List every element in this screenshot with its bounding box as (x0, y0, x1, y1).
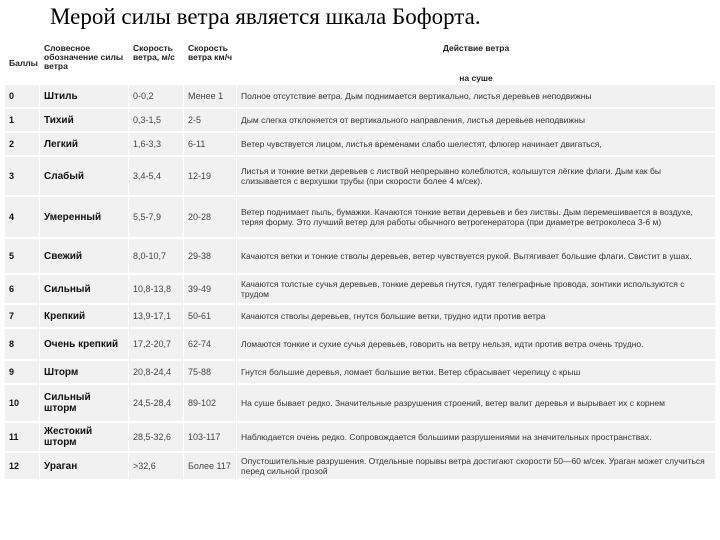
wind-name-cell: Крепкий (40, 305, 128, 327)
speed-kmh-cell: 75-88 (184, 361, 236, 383)
speed-kmh-cell: 20-28 (184, 197, 236, 237)
description-cell: Полное отсутствие ветра. Дым поднимается вертикально, листья деревьев неподвижны (237, 85, 715, 107)
speed-ms-cell: 0-0,2 (129, 85, 183, 107)
wind-name-cell: Сильный шторм (40, 385, 128, 421)
speed-kmh-cell: 89-102 (184, 385, 236, 421)
wind-name-cell: Ураган (40, 453, 128, 479)
speed-ms-cell: 20,8-24,4 (129, 361, 183, 383)
score-cell: 3 (5, 157, 39, 195)
speed-ms-cell: 3,4-5,4 (129, 157, 183, 195)
beaufort-scale-table (4, 38, 716, 481)
wind-name-cell: Свежий (40, 239, 128, 273)
header-score: Баллы (5, 40, 39, 83)
header-speed-ms: Скорость ветра, м/с (129, 40, 183, 83)
header-action: Действие ветра (237, 40, 715, 68)
header-name: Словесное обозначение силы ветра (40, 40, 128, 83)
table-row (5, 361, 715, 383)
speed-ms-cell: 8,0-10,7 (129, 239, 183, 273)
score-cell: 8 (5, 329, 39, 359)
slide-title: Мерой силы ветра является шкала Бофорта. (50, 4, 481, 29)
score-cell: 2 (5, 133, 39, 155)
description-cell: Наблюдается очень редко. Сопровождается большими разрушениями на значительных пространствах. (237, 423, 715, 451)
description-cell: Дым слегка отклоняется от вертикального направления, листья деревьев неподвижны (237, 109, 715, 131)
wind-name-cell: Легкий (40, 133, 128, 155)
description-cell: Ломаются тонкие и сухие сучья деревьев, говорить на ветру нельзя, идти против ветра очень трудно. (237, 329, 715, 359)
score-cell: 12 (5, 453, 39, 479)
speed-kmh-cell: 62-74 (184, 329, 236, 359)
score-cell: 11 (5, 423, 39, 451)
table-row (5, 423, 715, 451)
description-cell: Качаются стволы деревьев, гнутся большие ветки, трудно идти против ветра (237, 305, 715, 327)
speed-kmh-cell: 2-5 (184, 109, 236, 131)
table-row (5, 239, 715, 273)
beaufort-scale-table-frame (4, 38, 716, 536)
score-cell: 10 (5, 385, 39, 421)
wind-name-cell: Слабый (40, 157, 128, 195)
table-row (5, 133, 715, 155)
wind-name-cell: Очень крепкий (40, 329, 128, 359)
speed-kmh-cell: 29-38 (184, 239, 236, 273)
description-cell: Опустошительные разрушения. Отдельные порывы ветра достигают скорости 50—60 м/сек. Ураган может случиться перед сильной грозой (237, 453, 715, 479)
speed-ms-cell: 17,2-20,7 (129, 329, 183, 359)
table-row (5, 85, 715, 107)
table-row (5, 305, 715, 327)
description-cell: Ветер чувствуется лицом, листья временами слабо шелестят, флюгер начинает двигаться, (237, 133, 715, 155)
speed-ms-cell: 24,5-28,4 (129, 385, 183, 421)
table-row (5, 109, 715, 131)
speed-ms-cell: 0,3-1,5 (129, 109, 183, 131)
wind-name-cell: Умеренный (40, 197, 128, 237)
speed-ms-cell: >32,6 (129, 453, 183, 479)
table-row (5, 157, 715, 195)
wind-name-cell: Тихий (40, 109, 128, 131)
table-row (5, 385, 715, 421)
speed-ms-cell: 28,5-32,6 (129, 423, 183, 451)
speed-ms-cell: 13,9-17,1 (129, 305, 183, 327)
score-cell: 4 (5, 197, 39, 237)
speed-kmh-cell: Менее 1 (184, 85, 236, 107)
speed-ms-cell: 5,5-7,9 (129, 197, 183, 237)
wind-name-cell: Сильный (40, 275, 128, 303)
header-speed-kmh: Скорость ветра км/ч (184, 40, 236, 83)
description-cell: Гнутся большие деревья, ломает большие ветки. Ветер сбрасывает черепицу с крыш (237, 361, 715, 383)
speed-ms-cell: 10,8-13,8 (129, 275, 183, 303)
score-cell: 6 (5, 275, 39, 303)
header-action-sub: на суше (237, 70, 715, 83)
speed-kmh-cell: 12-19 (184, 157, 236, 195)
wind-name-cell: Штиль (40, 85, 128, 107)
score-cell: 7 (5, 305, 39, 327)
table-row (5, 197, 715, 237)
score-cell: 5 (5, 239, 39, 273)
speed-kmh-cell: Более 117 (184, 453, 236, 479)
description-cell: Качаются ветки и тонкие стволы деревьев, ветер чувствуется рукой. Вытягивает большие флаги. Свистит в ушах. (237, 239, 715, 273)
table-row (5, 453, 715, 479)
table-body (5, 85, 715, 479)
wind-name-cell: Шторм (40, 361, 128, 383)
speed-kmh-cell: 39-49 (184, 275, 236, 303)
description-cell: На суше бывает редко. Значительные разрушения строений, ветер валит деревья и вырывает их с корнем (237, 385, 715, 421)
description-cell: Качаются толстые сучья деревьев, тонкие деревья гнутся, гудят телеграфные провода, зонтики используются с трудом (237, 275, 715, 303)
score-cell: 1 (5, 109, 39, 131)
table-row (5, 275, 715, 303)
description-cell: Листья и тонкие ветки деревьев с листвой непрерывно колеблются, колышутся лёгкие флаги. Дым как бы слизывается с верхушки трубы (при скорости более 4 м/сек). (237, 157, 715, 195)
speed-kmh-cell: 103-117 (184, 423, 236, 451)
speed-ms-cell: 1,6-3,3 (129, 133, 183, 155)
speed-kmh-cell: 6-11 (184, 133, 236, 155)
score-cell: 9 (5, 361, 39, 383)
speed-kmh-cell: 50-61 (184, 305, 236, 327)
wind-name-cell: Жестокий шторм (40, 423, 128, 451)
score-cell: 0 (5, 85, 39, 107)
table-row (5, 329, 715, 359)
description-cell: Ветер поднимает пыль, бумажки. Качаются тонкие ветви деревьев и без листвы. Дым перемешивается в воздухе, теряя форму. Это лучший ветер для работы обычного ветрогенератора (при диаметре ветроколеса 3-6 м) (237, 197, 715, 237)
